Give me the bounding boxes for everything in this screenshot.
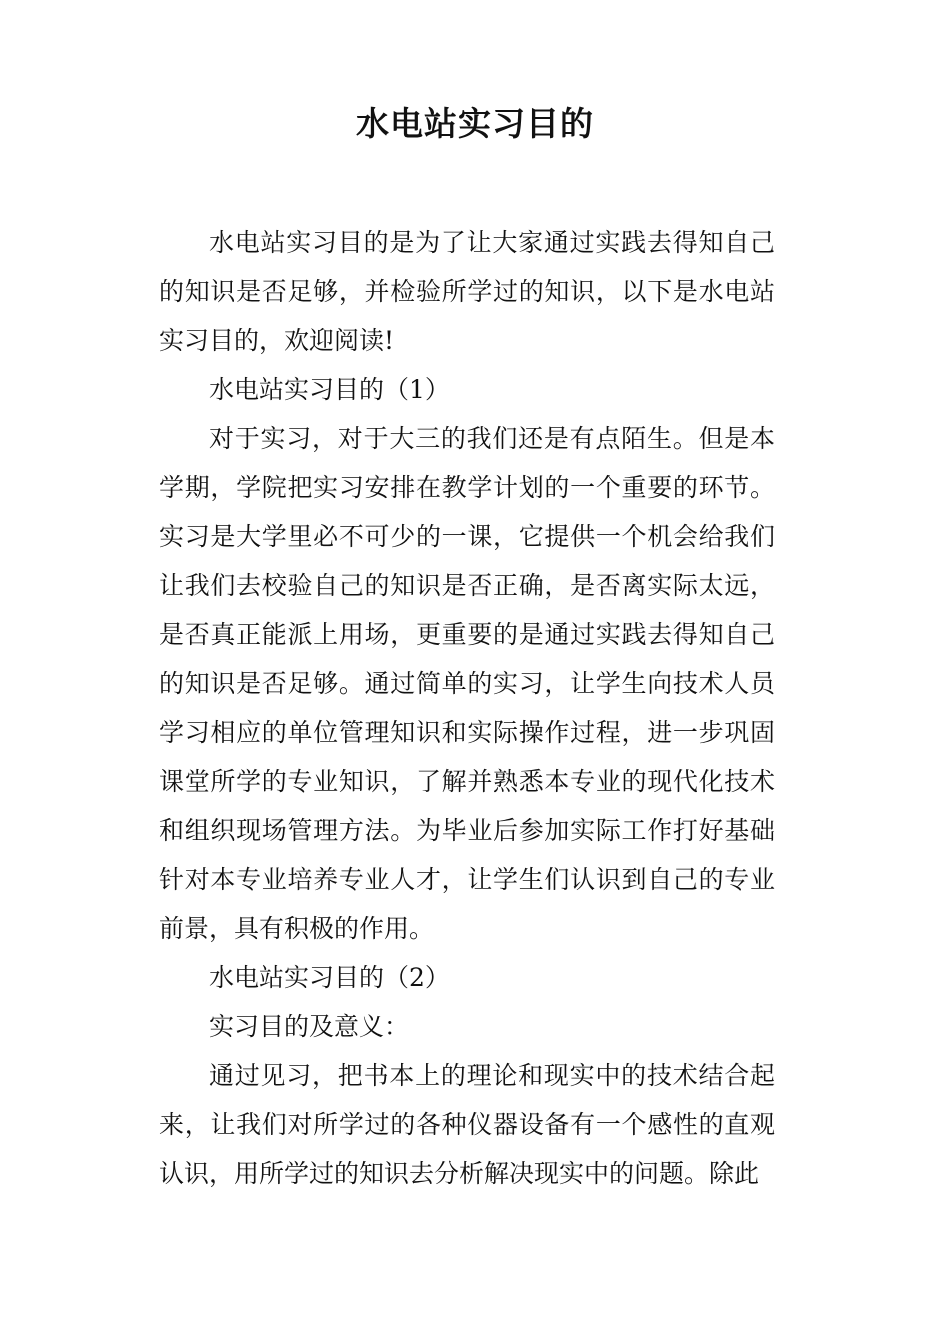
subheading-purpose: 实习目的及意义： <box>209 1012 410 1041</box>
section-heading-2: 水电站实习目的（2） <box>209 963 450 992</box>
document-body <box>159 218 775 1198</box>
section-1-paragraph: 对于实习，对于大三的我们还是有点陌生。但是本学期，学院把实习安排在教学计划的一个重要的环节。实习是大学里必不可少的一课，它提供一个机会给我们让我们去校验自己的知识是否正确，是否离实际太远，是否真正能派上用场，更重要的是通过实践去得知自己的知识是否足够。通过简单的实习，让学生向技术人员学习相应的单位管理知识和实际操作过程，进一步巩固课堂所学的专业知识，了解并熟悉本专业的现代化技术和组织现场管理方法。为毕业后参加实际工作打好基础针对本专业培养专业人才，让学生们认识到自己的专业前景，具有积极的作用。 <box>159 424 775 943</box>
intro-paragraph: 水电站实习目的是为了让大家通过实践去得知自己的知识是否足够，并检验所学过的知识，以下是水电站实习目的，欢迎阅读! <box>159 228 775 355</box>
document-title: 水电站实习目的 <box>356 104 594 143</box>
section-heading-1: 水电站实习目的（1） <box>209 375 450 404</box>
section-2-paragraph: 通过见习，把书本上的理论和现实中的技术结合起来，让我们对所学过的各种仪器设备有一个感性的直观认识，用所学过的知识去分析解决现实中的问题。除此 <box>159 1061 775 1188</box>
